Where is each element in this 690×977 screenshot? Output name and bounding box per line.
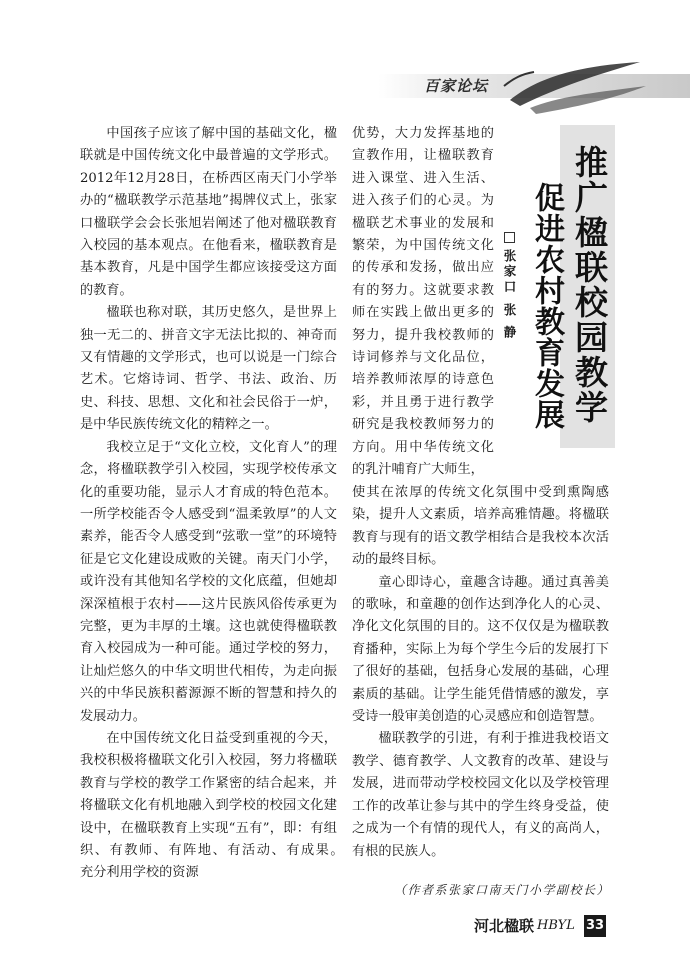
paragraph: 童心即诗心，童趣含诗趣。通过真善美的歌咏，和童趣的创作达到净化人的心灵、净化文化氛围的目的。这不仅仅是为楹联教育播种，实际上为每个学生今后的发展打下了很好的基础，包括身心发展的基础，心理素质的基础。让学生能凭借情感的激发，享受诗一般审美创造的心灵感应和创造智慧。: [352, 574, 609, 725]
article-title: 推广楹联校园教学: [570, 145, 609, 425]
author-byline: （作者系张家口南天门小学副校长）: [394, 883, 611, 897]
left-column: [80, 123, 351, 885]
page-number: 33: [584, 915, 606, 937]
square-icon: [504, 232, 515, 243]
magazine-code: HBYL: [537, 918, 575, 933]
right-column: [352, 482, 609, 863]
middle-column: [352, 123, 494, 482]
article-subtitle: 促进农村教育发展: [529, 182, 564, 430]
author-name: 张家口 张 静: [502, 249, 517, 342]
paragraph: 楹联教学的引进，有利于推进我校语文教学、德育教学、人文教育的改革、建设与发展，进而带动学校校园文化以及学校管理工作的改革让参与其中的学生终身受益，使之成为一个有情的现代人，有义的高尚人，有根的民族人。: [352, 731, 609, 859]
paragraph: 我校立足于“文化立校，文化育人”的理念，将楹联教学引入校园，实现学校传承文化的重要功能，显示人才育成的特色范本。一所学校能否令人感受到“温柔敦厚”的人文素养，能否令人感受到“弦歌一堂”的环境特征是它文化建设成败的关键。南天门小学，或许没有其他知名学校的文化底蕴，但她却深深植根于农村——这片民族风俗传承更为完整，更为丰厚的土壤。这也就使得楹联教育入校园成为一种可能。通过学校的努力，让灿烂悠久的中华文明世代相传，为走向振兴的中华民族积蓄源源不断的智慧和持久的发展动力。: [80, 439, 337, 724]
magazine-name: 河北楹联: [474, 917, 535, 935]
paragraph: 使其在浓厚的传统文化氛围中受到熏陶感染，提升人文素质，培养高雅情趣。将楹联教育与现有的语文教学相结合是我校本次活动的最终目标。: [352, 485, 609, 568]
paragraph: 在中国传统文化日益受到重视的今天，我校积极将楹联文化引入校园，努力将楹联教育与学校的教学工作紧密的结合起来，并将楹联文化有机地融入到学校的校园文化建设中，在楹联教育上实现“五有”，即：有组织、有教师、有阵地、有活动、有成果。 充分利用学校的资源: [80, 730, 351, 881]
paragraph: 优势，大力发挥基地的宣教作用，让楹联教育进入课堂、进入生活、进入孩子们的心灵。为楹联艺术事业的发展和繁荣，为中国传统文化的传承和发扬，做出应有的努力。这就要求教师在实践上做出更多的努力，提升我校教师的诗词修养与文化品位，培养教师浓厚的诗意色彩，并且勇于进行教学研究是我校教师努力的方向。用中华传统文化的乳汁哺育广大师生，: [352, 126, 494, 478]
section-label: 百家论坛: [424, 77, 489, 95]
author: [500, 232, 518, 341]
paragraph: 中国孩子应该了解中国的基础文化，楹联就是中国传统文化中最普遍的文学形式。2012年12月28日，在桥西区南天门小学举办的“楹联教学示范基地”揭牌仪式上，张家口楹联学会会长张旭岩阐述了他对楹联教育入校园的基本观点。在他看来，楹联教育是基本教育，凡是中国学生都应该接受这方面的教育。: [80, 126, 337, 298]
paragraph: 楹联也称对联，其历史悠久，是世界上独一无二的、拼音文字无法比拟的、神奇而又有情趣的文学形式，也可以说是一门综合艺术。它熔诗词、哲学、书法、政治、历史、科技、思想、文化和社会民俗于一炉，是中华民族传统文化的精粹之一。: [80, 305, 337, 433]
ink-leaf-decoration: [500, 56, 650, 118]
